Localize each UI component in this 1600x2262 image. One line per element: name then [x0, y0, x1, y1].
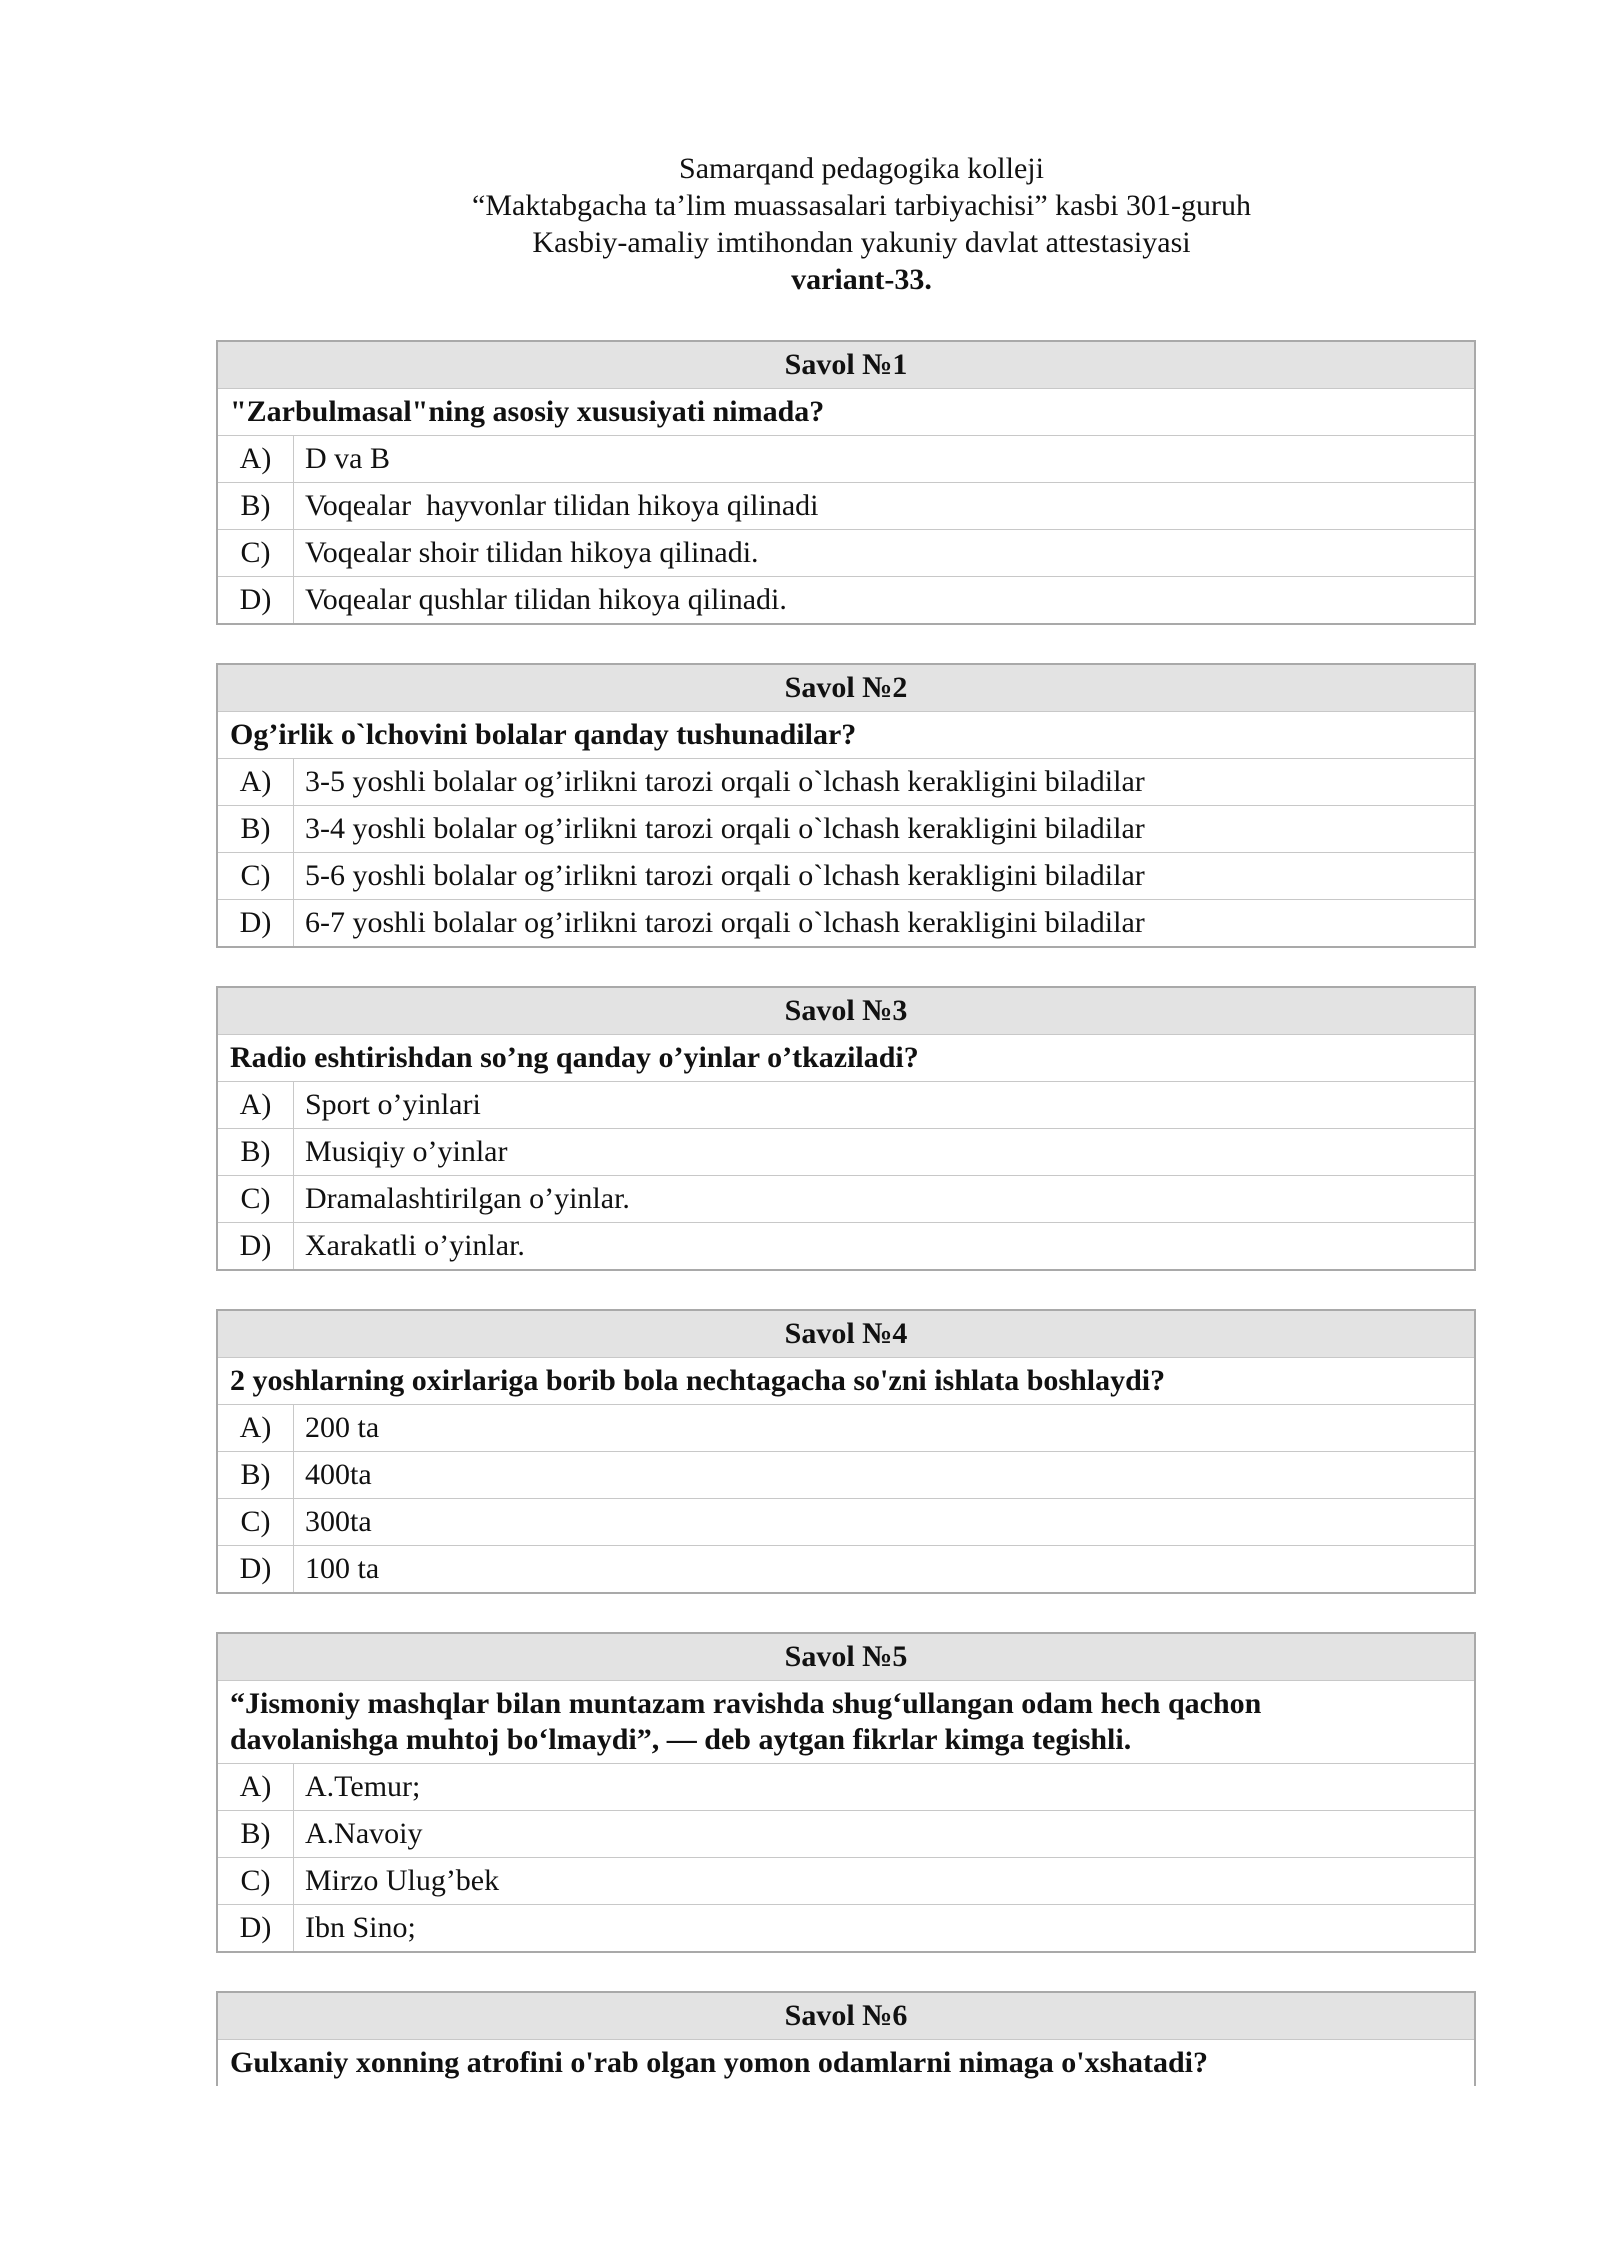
option-text: D va B	[305, 442, 390, 475]
option-letter: A)	[218, 759, 294, 805]
option-text: Mirzo Ulug’bek	[305, 1864, 500, 1897]
option-letter: B)	[218, 1811, 294, 1857]
question-title: Savol №3	[218, 988, 1474, 1035]
option-letter: D)	[218, 1223, 294, 1269]
option-text: Voqealar shoir tilidan hikoya qilinadi.	[305, 536, 759, 569]
option-letter: C)	[218, 1858, 294, 1904]
option-letter: C)	[218, 1499, 294, 1545]
option-text: Dramalashtirilgan o’yinlar.	[305, 1182, 630, 1215]
option-text: 3-5 yoshli bolalar og’irlikni tarozi orqali o`lchash kerakligini biladilar	[305, 765, 1145, 798]
answer-option-a[interactable]	[218, 759, 1474, 806]
question-block-3	[216, 986, 1476, 1271]
option-text: 5-6 yoshli bolalar og’irlikni tarozi orqali o`lchash kerakligini biladilar	[305, 859, 1145, 892]
option-letter: A)	[218, 1405, 294, 1451]
option-letter: B)	[218, 1129, 294, 1175]
question-text: Og’irlik o`lchovini bolalar qanday tushunadilar?	[218, 712, 1474, 759]
question-text-line-1: “Jismoniy mashqlar bilan muntazam ravishda shug‘ullangan odam hech qachon	[230, 1687, 1262, 1720]
answer-option-b[interactable]	[218, 1811, 1474, 1858]
option-text: Xarakatli o’yinlar.	[305, 1229, 525, 1262]
question-text	[218, 1681, 1474, 1764]
option-letter: C)	[218, 530, 294, 576]
answer-option-d[interactable]	[218, 1905, 1474, 1951]
question-block-2	[216, 663, 1476, 948]
variant-label: variant-33.	[791, 263, 932, 296]
answer-option-d[interactable]	[218, 577, 1474, 623]
option-text: 6-7 yoshli bolalar og’irlikni tarozi orqali o`lchash kerakligini biladilar	[305, 906, 1145, 939]
answer-option-c[interactable]	[218, 1176, 1474, 1223]
option-text: 300ta	[305, 1505, 372, 1538]
option-text: 100 ta	[305, 1552, 380, 1585]
option-letter: B)	[218, 483, 294, 529]
option-letter: D)	[218, 1905, 294, 1951]
option-letter: D)	[218, 1546, 294, 1592]
question-text-line-2: davolanishga muhtoj bo‘lmaydi”, — deb aytgan fikrlar kimga tegishli.	[230, 1723, 1132, 1756]
option-letter: A)	[218, 1082, 294, 1128]
question-title: Savol №5	[218, 1634, 1474, 1681]
question-block-5	[216, 1632, 1476, 1953]
option-text: 3-4 yoshli bolalar og’irlikni tarozi orqali o`lchash kerakligini biladilar	[305, 812, 1145, 845]
question-title: Savol №2	[218, 665, 1474, 712]
option-text: Sport o’yinlari	[305, 1088, 481, 1121]
answer-option-d[interactable]	[218, 900, 1474, 946]
question-block-6	[216, 1991, 1476, 2086]
option-text: Voqealar hayvonlar tilidan hikoya qilinadi	[305, 489, 819, 522]
exam-title: Kasbiy-amaliy imtihondan yakuniy davlat attestasiyasi	[532, 226, 1191, 259]
option-text: Voqealar qushlar tilidan hikoya qilinadi.	[305, 583, 787, 616]
question-block-4	[216, 1309, 1476, 1594]
answer-option-c[interactable]	[218, 853, 1474, 900]
option-text: Ibn Sino;	[305, 1911, 416, 1944]
option-text: A.Temur;	[305, 1770, 421, 1803]
specialty-line: “Maktabgacha ta’lim muassasalari tarbiyachisi” kasbi 301-guruh	[472, 189, 1251, 222]
answer-option-c[interactable]	[218, 530, 1474, 577]
question-text: Gulxaniy xonning atrofini o'rab olgan yomon odamlarni nimaga o'xshatadi?	[230, 2046, 1208, 2079]
question-text: "Zarbulmasal"ning asosiy xususiyati nimada?	[218, 389, 1474, 436]
option-letter: A)	[218, 436, 294, 482]
answer-option-a[interactable]	[218, 436, 1474, 483]
option-letter: D)	[218, 900, 294, 946]
answer-option-a[interactable]	[218, 1764, 1474, 1811]
question-text: 2 yoshlarning oxirlariga borib bola nechtagacha so'zni ishlata boshlaydi?	[218, 1358, 1474, 1405]
answer-option-d[interactable]	[218, 1223, 1474, 1269]
answer-option-a[interactable]	[218, 1082, 1474, 1129]
question-title: Savol №4	[218, 1311, 1474, 1358]
answer-option-b[interactable]	[218, 806, 1474, 853]
question-title: Savol №6	[218, 1993, 1474, 2040]
option-text: Musiqiy o’yinlar	[305, 1135, 508, 1168]
answer-option-b[interactable]	[218, 1452, 1474, 1499]
option-letter: A)	[218, 1764, 294, 1810]
question-block-1	[216, 340, 1476, 625]
answer-option-a[interactable]	[218, 1405, 1474, 1452]
answer-option-c[interactable]	[218, 1499, 1474, 1546]
college-name: Samarqand pedagogika kolleji	[679, 152, 1044, 185]
option-letter: C)	[218, 1176, 294, 1222]
option-letter: B)	[218, 1452, 294, 1498]
option-text: 200 ta	[305, 1411, 380, 1444]
option-letter: C)	[218, 853, 294, 899]
document-header	[0, 150, 1600, 298]
option-letter: D)	[218, 577, 294, 623]
question-title: Savol №1	[218, 342, 1474, 389]
question-text: Radio eshtirishdan so’ng qanday o’yinlar o’tkaziladi?	[218, 1035, 1474, 1082]
answer-option-b[interactable]	[218, 1129, 1474, 1176]
option-letter: B)	[218, 806, 294, 852]
answer-option-d[interactable]	[218, 1546, 1474, 1592]
option-text: 400ta	[305, 1458, 372, 1491]
answer-option-b[interactable]	[218, 483, 1474, 530]
answer-option-c[interactable]	[218, 1858, 1474, 1905]
option-text: A.Navoiy	[305, 1817, 423, 1850]
